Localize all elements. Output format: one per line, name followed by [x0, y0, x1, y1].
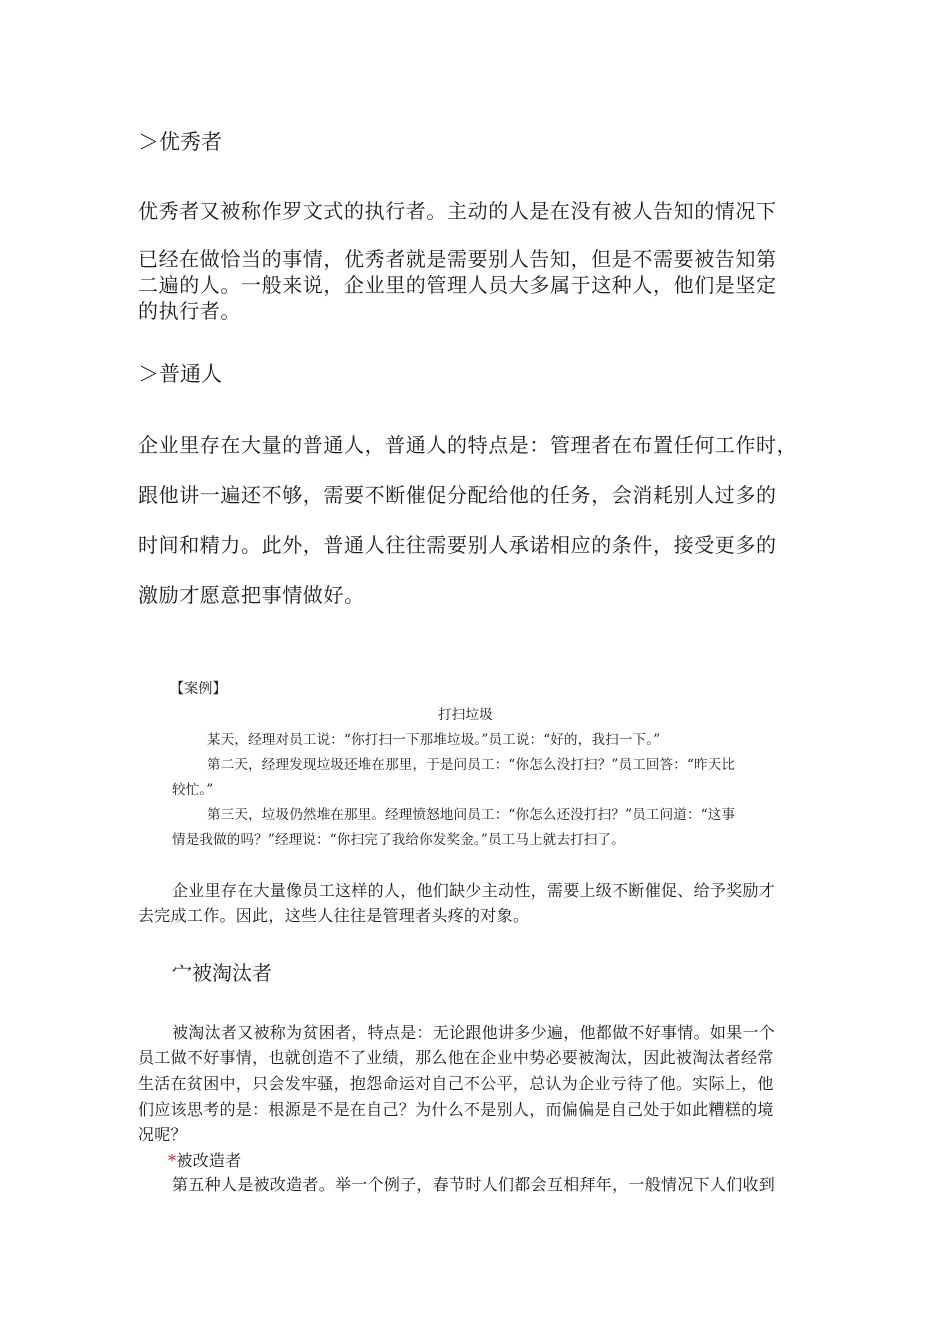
heading-reformed-text: 被改造者 — [176, 1151, 242, 1170]
paragraph-line: 企业里存在大量的普通人，普通人的特点是：管理者在布置任何工作时， — [138, 433, 798, 457]
paragraph-line: 的执行者。 — [138, 299, 241, 323]
heading-excellent: ＞优秀者 — [138, 130, 222, 154]
paragraph-line: 已经在做恰当的事情，优秀者就是需要别人告知，但是不需要被告知第 — [138, 247, 777, 271]
paragraph-line: 生活在贫困中，只会发牢骚，抱怨命运对自己不公平，总认为企业亏待了他。实际上，他 — [138, 1074, 774, 1093]
paragraph-line: 激励才愿意把事情做好。 — [138, 583, 365, 607]
case-line: 较忙。” — [172, 782, 214, 798]
heading-reformed — [168, 1148, 242, 1171]
paragraph-line: 第五种人是被改造者。举一个例子，春节时人们都会互相拜年，一般情况下人们收到 — [172, 1175, 776, 1194]
case-line: 第三天，垃圾仍然堆在那里。经理愤怒地问员工：“你怎么还没打扫？”员工问道：“这事 — [207, 807, 736, 823]
case-line: 情是我做的吗？”经理说：“你扫完了我给你发奖金。”员工马上就去打扫了。 — [172, 832, 625, 848]
heading-ordinary: ＞普通人 — [138, 362, 222, 386]
paragraph-line: 优秀者又被称作罗文式的执行者。主动的人是在没有被人告知的情况下 — [138, 199, 777, 223]
star-bullet-icon: * — [168, 1151, 177, 1170]
paragraph-line: 时间和精力。此外，普通人往往需要别人承诺相应的条件，接受更多的 — [138, 533, 777, 557]
paragraph-line: 被淘汰者又被称为贫困者，特点是：无论跟他讲多少遍，他都做不好事情。如果一个 — [172, 1023, 776, 1042]
heading-eliminated: 宀被淘汰者 — [172, 961, 272, 985]
paragraph-line: 们应该思考的是：根源是不是在自己？为什么不是别人，而偏偏是自己处于如此糟糕的境 — [138, 1100, 774, 1119]
case-line: 某天，经理对员工说：“你打扫一下那堆垃圾。”员工说：“好的，我扫一下。” — [207, 732, 661, 748]
case-title: 打扫垃圾 — [438, 707, 493, 723]
paragraph-line: 况呢？ — [138, 1125, 187, 1144]
paragraph-line: 跟他讲一遍还不够，需要不断催促分配给他的任务，会消耗别人过多的 — [138, 483, 777, 507]
summary-line: 去完成工作。因此，这些人往往是管理者头疼的对象。 — [138, 906, 530, 925]
summary-line: 企业里存在大量像员工这样的人，他们缺少主动性，需要上级不断催促、给予奖励才 — [172, 881, 776, 900]
case-line: 第二天，经理发现垃圾还堆在那里，于是问员工：“你怎么没打扫？”员工回答：“昨天比 — [207, 757, 736, 773]
case-label: 【案例】 — [170, 681, 227, 697]
paragraph-line: 二遍的人。一般来说，企业里的管理人员大多属于这种人，他们是坚定 — [138, 273, 777, 297]
paragraph-line: 员工做不好事情，也就创造不了业绩，那么他在企业中势必要被淘汰，因此被淘汰者经常 — [138, 1048, 774, 1067]
